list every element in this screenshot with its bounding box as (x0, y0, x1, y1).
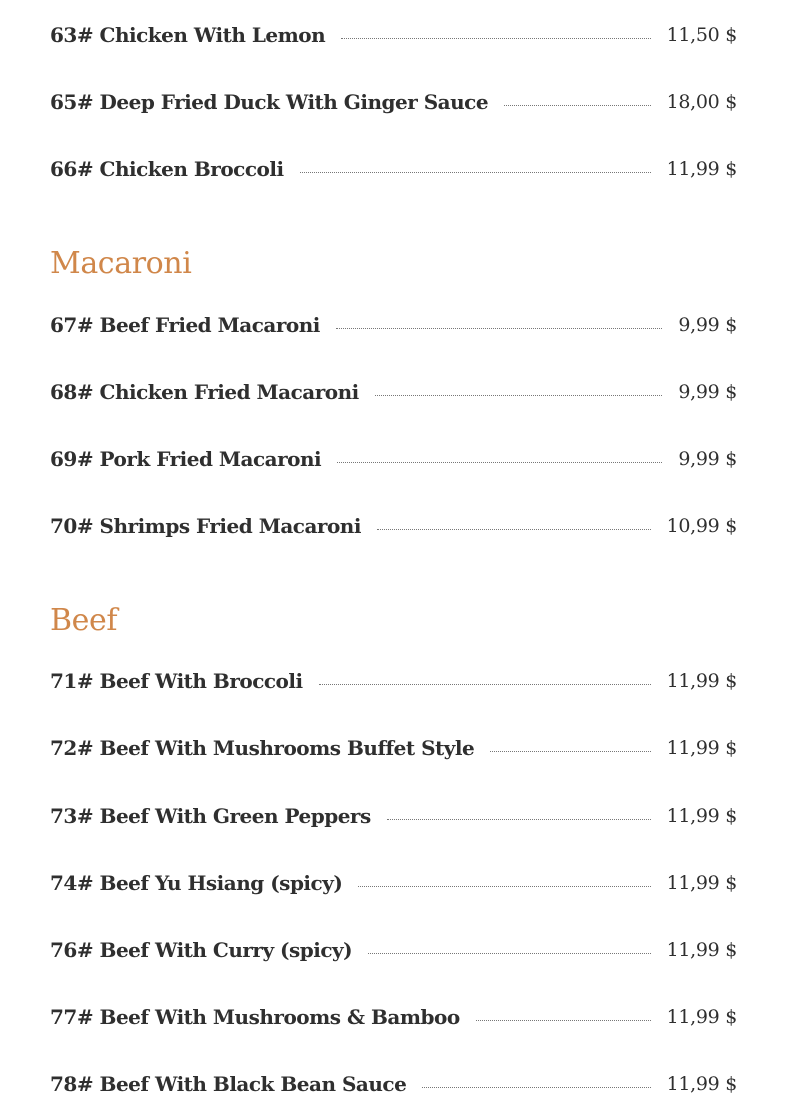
menu-item-name: 73# Beef With Green Peppers (50, 804, 371, 828)
dotted-leader (319, 684, 651, 685)
menu-item-price: 11,99 $ (666, 670, 737, 692)
menu-item (50, 935, 737, 965)
dotted-leader (358, 886, 650, 887)
menu-item (50, 733, 737, 763)
menu-item-price: 10,99 $ (666, 515, 737, 537)
dotted-leader (422, 1087, 650, 1088)
dotted-leader (300, 172, 651, 173)
menu-item (50, 1002, 737, 1032)
menu-item-price: 11,99 $ (666, 939, 737, 961)
menu-item-price: 9,99 $ (678, 314, 737, 336)
menu-item-price: 11,99 $ (666, 1073, 737, 1095)
menu-item (50, 868, 737, 898)
menu-item-name: 68# Chicken Fried Macaroni (50, 380, 359, 404)
menu-item-name: 66# Chicken Broccoli (50, 157, 284, 181)
menu-item-name: 70# Shrimps Fried Macaroni (50, 514, 361, 538)
menu-item-price: 11,99 $ (666, 158, 737, 180)
menu-item-price: 9,99 $ (678, 381, 737, 403)
menu-item-name: 72# Beef With Mushrooms Buffet Style (50, 736, 475, 760)
menu-item (50, 87, 737, 117)
menu-item-name: 77# Beef With Mushrooms & Bamboo (50, 1005, 460, 1029)
menu-item-name: 63# Chicken With Lemon (50, 23, 326, 47)
menu-item-price: 11,99 $ (666, 1006, 737, 1028)
menu-item (50, 20, 737, 50)
menu-item-price: 18,00 $ (666, 91, 737, 113)
menu-item-name: 67# Beef Fried Macaroni (50, 313, 320, 337)
menu-item-name: 71# Beef With Broccoli (50, 669, 303, 693)
dotted-leader (504, 105, 651, 106)
menu-item (50, 444, 737, 474)
menu-item-name: 69# Pork Fried Macaroni (50, 447, 322, 471)
menu-item-name: 65# Deep Fried Duck With Ginger Sauce (50, 90, 489, 114)
menu-item (50, 154, 737, 184)
menu-item (50, 801, 737, 831)
menu-item-price: 11,99 $ (666, 872, 737, 894)
menu-item (50, 511, 737, 541)
dotted-leader (476, 1020, 651, 1021)
section-heading-beef: Beef (50, 603, 118, 638)
menu-item (50, 377, 737, 407)
menu-item (50, 310, 737, 340)
menu-item-name: 74# Beef Yu Hsiang (spicy) (50, 871, 343, 895)
menu-item-price: 9,99 $ (678, 448, 737, 470)
dotted-leader (387, 819, 651, 820)
menu-item-price: 11,99 $ (666, 805, 737, 827)
dotted-leader (368, 953, 650, 954)
dotted-leader (375, 395, 663, 396)
dotted-leader (377, 529, 651, 530)
dotted-leader (341, 38, 650, 39)
section-heading-macaroni: Macaroni (50, 246, 192, 281)
dotted-leader (336, 328, 662, 329)
menu-item (50, 1069, 737, 1099)
dotted-leader (490, 751, 650, 752)
menu-item-price: 11,50 $ (666, 24, 737, 46)
menu-item (50, 666, 737, 696)
dotted-leader (337, 462, 662, 463)
menu-item-name: 78# Beef With Black Bean Sauce (50, 1072, 407, 1096)
menu-item-name: 76# Beef With Curry (spicy) (50, 938, 353, 962)
menu-item-price: 11,99 $ (666, 737, 737, 759)
